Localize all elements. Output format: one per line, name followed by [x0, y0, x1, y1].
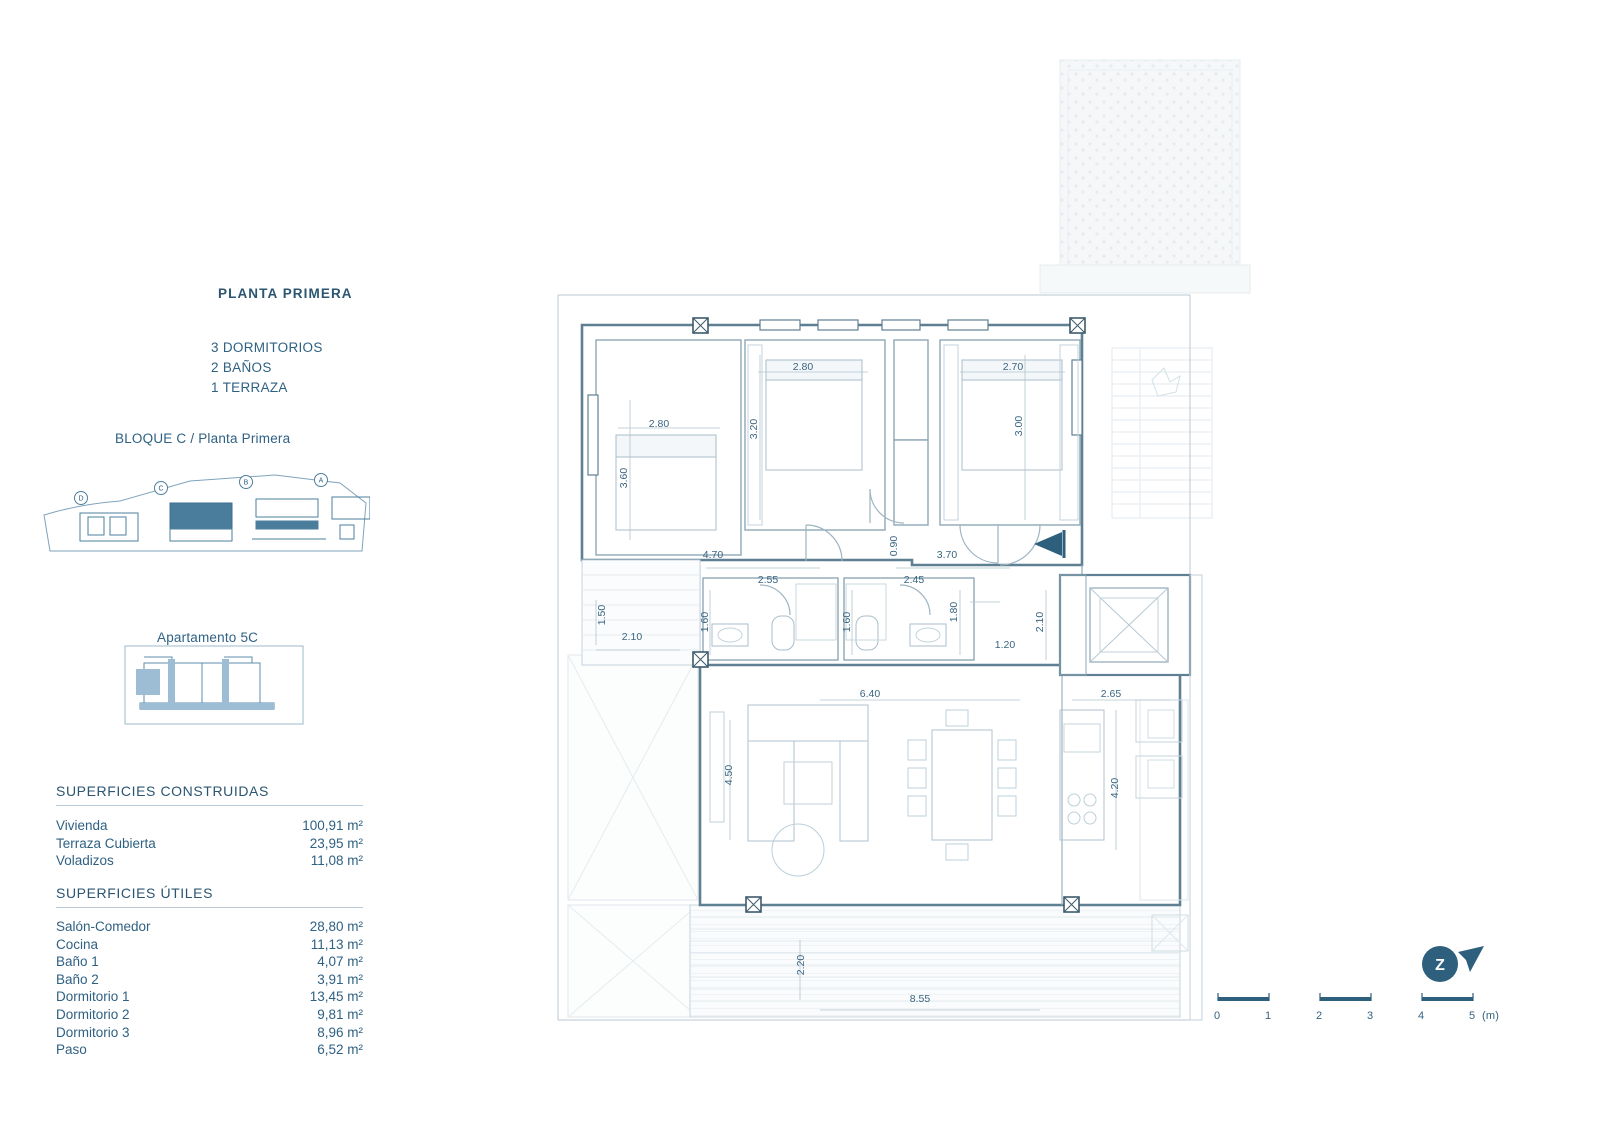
dim-label: 3.60 [618, 467, 630, 489]
table-row [56, 853, 363, 871]
spec-bathrooms: 2 BAÑOS [211, 360, 272, 375]
terrace-cubierta [690, 905, 1180, 1017]
section-heading-construidas: SUPERFICIES CONSTRUIDAS [56, 783, 269, 799]
block-marker-c: C [158, 485, 164, 493]
sidebar [0, 0, 400, 1130]
scale-tick-4: 4 [1418, 1010, 1425, 1022]
block-marker-d: D [78, 495, 84, 503]
section-rule-1 [56, 805, 363, 806]
scale-tick-1: 1 [1265, 1010, 1272, 1022]
row-label: Terraza Cubierta [56, 835, 156, 851]
dim-label: 1.80 [948, 601, 960, 623]
row-label: Cocina [56, 936, 99, 952]
terrace-hatched-left [568, 655, 698, 1017]
row-label: Vivienda [56, 818, 108, 833]
dim-label: 0.90 [888, 535, 900, 557]
table-row [56, 972, 363, 990]
dim-label: 2.20 [795, 954, 807, 976]
row-label: Dormitorio 2 [56, 1006, 130, 1022]
table-row [56, 1025, 363, 1043]
dim-label: 1.20 [994, 639, 1016, 651]
apartment-key-plan [124, 645, 304, 725]
dim-label: 2.55 [757, 574, 779, 586]
row-label: Dormitorio 3 [56, 1024, 130, 1040]
dim-label: 2.65 [1100, 688, 1122, 700]
row-value: 28,80 m² [309, 919, 363, 934]
table-row [56, 989, 363, 1007]
scale-unit: (m) [1482, 1010, 1500, 1022]
scale-tick-3: 3 [1367, 1010, 1374, 1022]
dim-label: 2.45 [903, 574, 925, 586]
dim-label: 2.80 [648, 418, 670, 430]
row-value: 13,45 m² [309, 989, 363, 1005]
page-title: PLANTA PRIMERA [218, 286, 353, 301]
row-label: Voladizos [56, 853, 114, 869]
row-value: 11,13 m² [310, 936, 363, 952]
row-label: Paso [56, 1042, 87, 1058]
table-row [56, 1042, 363, 1060]
row-value: 3,91 m² [317, 971, 363, 987]
dim-label: 4.20 [1109, 777, 1121, 799]
row-value: 4,07 m² [317, 954, 363, 970]
row-value: 11,08 m² [310, 853, 363, 869]
row-label: Baño 1 [56, 954, 99, 970]
table-construidas [56, 818, 363, 871]
dim-label: 8.55 [909, 993, 931, 1005]
floor-plan [400, 0, 1600, 1130]
table-utiles [56, 919, 363, 1060]
table-row [56, 836, 363, 854]
table-row [56, 1007, 363, 1025]
dim-label: 2.10 [621, 631, 643, 643]
section-heading-utiles: SUPERFICIES ÚTILES [56, 885, 214, 901]
table-row [56, 937, 363, 955]
unit-specs [211, 338, 323, 398]
row-value: 9,81 m² [317, 1006, 363, 1022]
spec-terraces: 1 TERRAZA [211, 380, 288, 395]
block-label: BLOQUE C / Planta Primera [115, 431, 291, 446]
dim-label: 6.40 [859, 688, 881, 700]
dim-label: 1.60 [841, 611, 853, 633]
row-value: 23,95 m² [309, 835, 363, 851]
section-rule-2 [56, 907, 363, 908]
row-label: Baño 2 [56, 971, 99, 987]
scale-bar [1218, 993, 1473, 1001]
row-label: Salón-Comedor [56, 919, 151, 934]
compass-letter: Z [1435, 957, 1445, 974]
compass-icon [1422, 946, 1484, 982]
dim-label: 1.50 [596, 604, 608, 626]
row-value: 8,96 m² [317, 1024, 363, 1040]
block-marker-b: B [243, 479, 249, 487]
row-value: 6,52 m² [317, 1042, 363, 1058]
dim-label: 3.00 [1013, 415, 1025, 437]
block-marker-a: A [318, 477, 324, 485]
block-diagram [40, 455, 370, 560]
dim-label: 3.70 [936, 549, 958, 561]
dim-label: 4.50 [723, 764, 735, 786]
row-label: Dormitorio 1 [56, 989, 130, 1005]
scale-tick-0: 0 [1214, 1010, 1221, 1022]
spec-bedrooms: 3 DORMITORIOS [211, 340, 323, 355]
apartment-label: Apartamento 5C [157, 630, 259, 645]
dim-label: 3.20 [748, 418, 760, 440]
dim-label: 2.10 [1034, 611, 1046, 633]
table-row [56, 919, 363, 937]
scale-tick-5: 5 [1469, 1010, 1476, 1022]
dim-label: 4.70 [702, 549, 724, 561]
table-row [56, 818, 363, 836]
table-row [56, 954, 363, 972]
row-value: 100,91 m² [302, 818, 363, 833]
scale-tick-2: 2 [1316, 1010, 1323, 1022]
dim-label: 2.80 [792, 361, 814, 373]
dim-label: 1.60 [699, 611, 711, 633]
dim-label: 2.70 [1002, 361, 1024, 373]
